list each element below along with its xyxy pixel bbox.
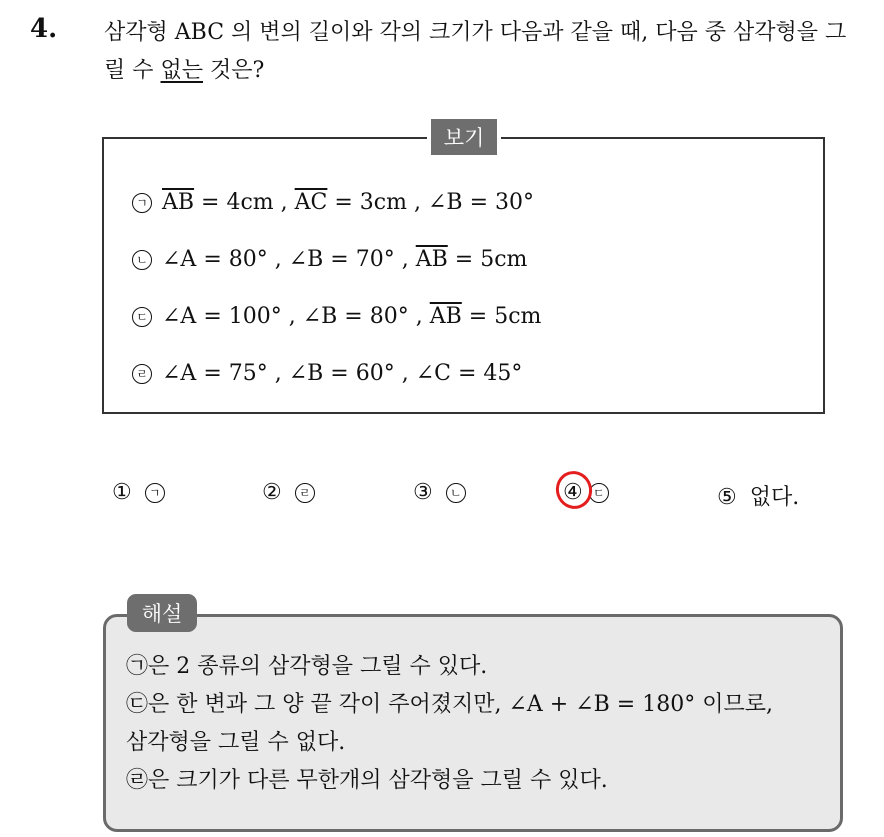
explanation-label: 해설 [127,594,197,632]
bogi-item-1 [132,190,534,215]
segment-ab: $\overline{AB}$ [429,304,462,329]
choice-marker: ㄹ [295,483,315,503]
condition-text: ∠A = 80° , ∠B = 70° , [162,247,416,272]
choice-2[interactable] [262,480,325,505]
bogi-item-4 [132,361,522,386]
explanation-line: ㉢은 한 변과 그 양 끝 각이 주어졌지만, ∠A + ∠B = 180° 이므로, [126,692,773,717]
bogi-label: 보기 [431,119,497,155]
segment-ab: $\overline{AB}$ [415,247,448,272]
answer-mark-circle [551,466,597,513]
explanation-line: 삼각형을 그릴 수 없다. [126,730,346,755]
segment-ab: $\overline{AB}$ [162,190,195,215]
question-text [104,14,864,90]
bogi-marker: ㄷ [132,307,152,327]
choice-marker: ㄷ [589,483,609,503]
choice-marker: ㄴ [446,483,466,503]
bogi-item-3 [132,304,541,329]
choice-5[interactable] [717,480,799,511]
condition-text: = 4cm , [194,190,295,215]
choice-text: 없다. [749,485,800,510]
condition-text: ∠A = 100° , ∠B = 80° , [162,304,430,329]
choice-3[interactable] [413,480,476,505]
question-number: 4. [30,14,58,44]
question-underlined-word: 없는 [160,58,204,83]
condition-text: = 5cm [461,304,542,329]
condition-text: = 5cm [447,247,528,272]
choice-number: ② [262,480,282,505]
explanation-line: ㉣은 크기가 다른 무한개의 삼각형을 그릴 수 있다. [126,768,608,793]
question-text-end: 것은? [203,58,265,83]
explanation-text [126,648,836,800]
choice-number: ④ [563,480,583,505]
condition-text: ∠A = 75° , ∠B = 60° , ∠C = 45° [162,361,523,386]
bogi-item-2 [132,247,527,272]
explanation-line: ㉠은 2 종류의 삼각형을 그릴 수 있다. [126,654,488,679]
choice-1[interactable] [112,480,175,505]
choice-number: ⑤ [717,485,737,510]
choice-marker: ㄱ [145,483,165,503]
segment-ac: $\overline{AC}$ [294,190,328,215]
question-text-main: 삼각형 ABC 의 변의 길이와 각의 크기가 다음과 같을 때, 다음 중 삼각형을 그릴 수 [104,20,847,83]
condition-text: = 3cm , ∠B = 30° [327,190,534,215]
bogi-marker: ㄱ [132,193,152,213]
choice-number: ① [112,480,132,505]
bogi-marker: ㄹ [132,364,152,384]
choice-number: ③ [413,480,433,505]
bogi-marker: ㄴ [132,250,152,270]
